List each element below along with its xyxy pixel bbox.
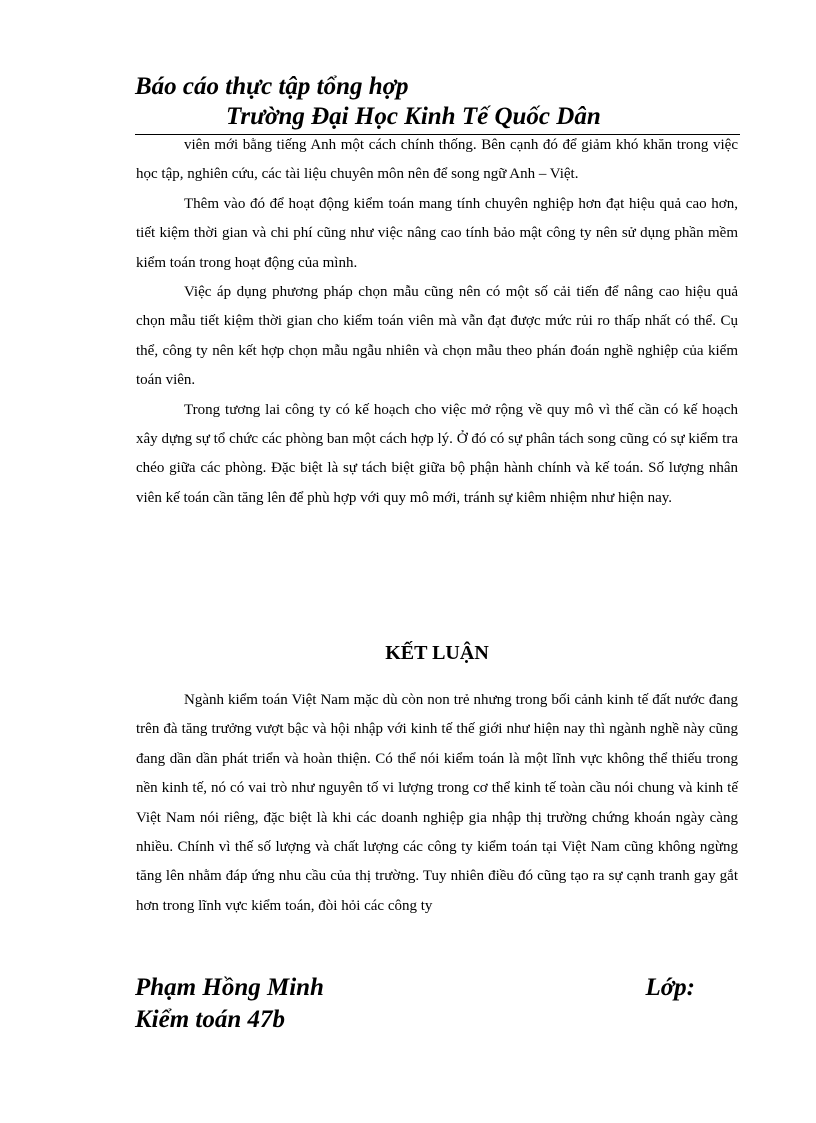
page-header: [135, 72, 740, 132]
class-label: Lớp:: [645, 974, 695, 1001]
paragraph: viên mới bằng tiếng Anh một cách chính thống. Bên cạnh đó để giảm khó khăn trong việc học tập, nghiên cứu, các tài liệu chuyên môn nên để song ngữ Anh – Việt.: [136, 137, 738, 183]
report-title: Báo cáo thực tập tổng hợp: [135, 73, 409, 100]
conclusion-heading: KẾT LUẬN: [385, 642, 489, 664]
paragraph: Việc áp dụng phương pháp chọn mẫu cũng nên có một số cải tiến để nâng cao hiệu quả chọn mẫu tiết kiệm thời gian cho kiểm toán viên mà vẫn đạt được mức rủi ro thấp nhất có thể. Cụ thể, công ty nên kết hợp chọn mẫu ngẫu nhiên và chọn mẫu theo phán đoán nghề nghiệp của kiểm toán viên.: [136, 284, 738, 389]
paragraph: Trong tương lai công ty có kế hoạch cho việc mở rộng về quy mô vì thế cần có kế hoạch xây dựng sự tổ chức các phòng ban một cách hợp lý. Ở đó có sự phân tách song cũng có sự kiểm tra chéo giữa các phòng. Đặc biệt là sự tách biệt giữa bộ phận hành chính và kế toán. Số lượng nhân viên kế toán cần tăng lên để phù hợp với quy mô mới, tránh sự kiêm nhiệm như hiện nay.: [136, 401, 738, 506]
university-name: Trường Đại Học Kinh Tế Quốc Dân: [226, 103, 601, 130]
recommendations-section: [136, 131, 738, 513]
conclusion-section: [136, 686, 738, 921]
page-footer: [135, 972, 740, 1036]
paragraph: Ngành kiểm toán Việt Nam mặc dù còn non trẻ nhưng trong bối cảnh kinh tế đất nước đang trên đà tăng trưởng vượt bậc và hội nhập với kinh tế thế giới như hiện nay thì ngành nghề này cũng đang dần dần phát triển và hoàn thiện. Có thể nói kiểm toán là một lĩnh vực không thể thiếu trong nền kinh tế, nó có vai trò như nguyên tố vi lượng trong cơ thể kinh tế toàn cầu nói chung và kinh tế Việt Nam nói riêng, đặc biệt là khi các doanh nghiệp gia nhập thị trường chứng khoán ngày càng nhiều. Chính vì thế số lượng và chất lượng các công ty kiểm toán tại Việt Nam cũng không ngừng tăng lên nhằm đáp ứng nhu cầu của thị trường. Tuy nhiên điều đó cũng tạo ra sự cạnh tranh gay gắt hơn trong lĩnh vực kiểm toán, đòi hỏi các công ty: [136, 692, 738, 914]
class-value: Kiểm toán 47b: [135, 1006, 286, 1033]
author-name: Phạm Hồng Minh: [135, 974, 324, 1001]
paragraph: Thêm vào đó để hoạt động kiểm toán mang tính chuyên nghiệp hơn đạt hiệu quả cao hơn, tiết kiệm thời gian và chi phí cũng như việc nâng cao tính bảo mật công ty nên sử dụng phần mềm kiểm toán trong hoạt động của mình.: [136, 195, 738, 271]
